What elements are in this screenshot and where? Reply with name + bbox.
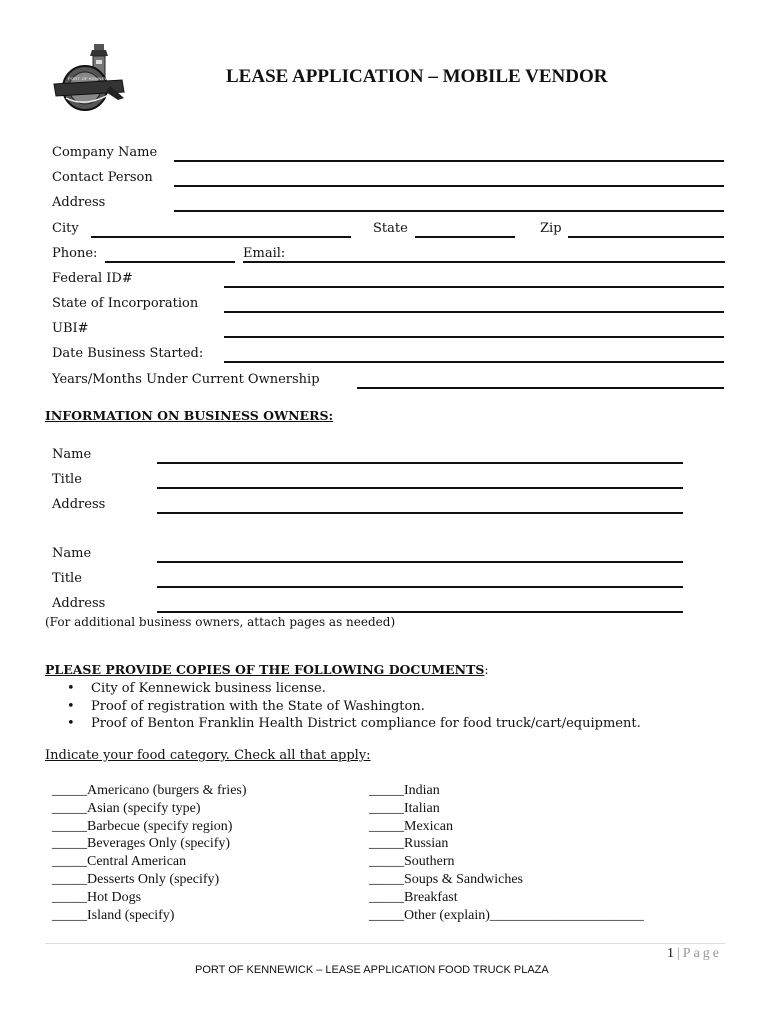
contact-person-field[interactable]	[174, 185, 724, 187]
address-label: Address	[52, 195, 106, 210]
food-instruction: Indicate your food category. Check all that apply:	[45, 748, 371, 763]
state-field[interactable]	[415, 236, 515, 238]
documents-list-item: • Proof of Benton Franklin Health District compliance for food truck/cart/equipment.	[45, 715, 641, 733]
zip-label: Zip	[540, 221, 562, 236]
state-incorporation-label: State of Incorporation	[52, 296, 199, 311]
federal-id-label: Federal ID#	[52, 271, 133, 286]
food-option-italian[interactable]: _____Italian	[369, 800, 440, 816]
phone-label: Phone:	[52, 246, 98, 261]
owner1-title-field[interactable]	[157, 487, 683, 489]
owner1-name-label: Name	[52, 447, 92, 462]
company-name-field[interactable]	[174, 160, 724, 162]
owner2-title-field[interactable]	[157, 586, 683, 588]
page-word: Page	[682, 946, 722, 961]
owner1-address-field[interactable]	[157, 512, 683, 514]
food-option-island[interactable]: _____Island (specify)	[52, 907, 175, 923]
owners-heading: INFORMATION ON BUSINESS OWNERS:	[45, 408, 334, 423]
state-label: State	[373, 221, 408, 236]
owners-note: (For additional business owners, attach pages as needed)	[45, 615, 396, 629]
ubi-label: UBI#	[52, 321, 89, 336]
owner2-name-field[interactable]	[157, 561, 683, 563]
food-option-other[interactable]: _____Other (explain)______________________	[369, 907, 644, 923]
owner2-address-label: Address	[52, 596, 106, 611]
food-option-americano[interactable]: _____Americano (burgers & fries)	[52, 783, 247, 798]
federal-id-field[interactable]	[224, 286, 724, 288]
documents-list-item: • City of Kennewick business license.	[45, 680, 641, 698]
documents-heading: PLEASE PROVIDE COPIES OF THE FOLLOWING DOCUMENTS	[45, 662, 485, 677]
food-option-mexican[interactable]: _____Mexican	[369, 818, 453, 834]
ubi-field[interactable]	[224, 336, 724, 338]
years-months-field[interactable]	[357, 387, 724, 389]
owner2-name-label: Name	[52, 546, 92, 561]
page-separator: |	[676, 946, 681, 961]
address-field[interactable]	[174, 210, 724, 212]
city-label: City	[52, 221, 79, 236]
date-started-field[interactable]	[224, 361, 724, 363]
date-started-label: Date Business Started:	[52, 346, 204, 361]
contact-person-label: Contact Person	[52, 170, 153, 185]
documents-heading-row	[45, 662, 489, 677]
food-option-indian[interactable]: _____Indian	[369, 783, 440, 798]
food-option-hot-dogs[interactable]: _____Hot Dogs	[52, 889, 142, 905]
food-option-russian[interactable]: _____Russian	[369, 836, 449, 852]
food-option-asian[interactable]: _____Asian (specify type)	[52, 800, 201, 816]
food-option-soups-sandwiches[interactable]: _____Soups & Sandwiches	[369, 871, 523, 887]
phone-field[interactable]	[105, 261, 235, 263]
documents-list-item: • Proof of registration with the State of Washington.	[45, 698, 641, 716]
documents-list	[45, 680, 641, 733]
footer-divider	[45, 943, 725, 944]
owner1-title-label: Title	[52, 472, 82, 487]
port-logo	[52, 42, 127, 117]
owner2-title-label: Title	[52, 571, 82, 586]
city-field[interactable]	[91, 236, 351, 238]
email-label: Email:	[243, 246, 286, 261]
food-list-left	[52, 782, 247, 924]
company-name-label: Company Name	[52, 145, 158, 160]
zip-field[interactable]	[568, 236, 724, 238]
food-option-beverages[interactable]: _____Beverages Only (specify)	[52, 836, 231, 852]
page-title: LEASE APPLICATION – MOBILE VENDOR	[226, 66, 608, 87]
footer-text: PORT OF KENNEWICK – LEASE APPLICATION FOOD TRUCK PLAZA	[195, 964, 549, 976]
page-number-block	[667, 946, 722, 962]
owner1-address-label: Address	[52, 497, 106, 512]
food-list-right	[369, 782, 644, 924]
documents-heading-colon: :	[484, 662, 489, 677]
food-option-desserts[interactable]: _____Desserts Only (specify)	[52, 871, 220, 887]
years-months-label: Years/Months Under Current Ownership	[52, 372, 320, 387]
owner1-name-field[interactable]	[157, 462, 683, 464]
food-option-central-american[interactable]: _____Central American	[52, 854, 187, 870]
logo-text: PORT OF KENNEWICK	[68, 76, 117, 81]
food-option-barbecue[interactable]: _____Barbecue (specify region)	[52, 818, 233, 834]
food-option-breakfast[interactable]: _____Breakfast	[369, 889, 458, 905]
page-number: 1	[666, 946, 675, 961]
email-field[interactable]	[243, 261, 725, 263]
food-option-southern[interactable]: _____Southern	[369, 854, 455, 870]
owner2-address-field[interactable]	[157, 611, 683, 613]
state-incorporation-field[interactable]	[224, 311, 724, 313]
